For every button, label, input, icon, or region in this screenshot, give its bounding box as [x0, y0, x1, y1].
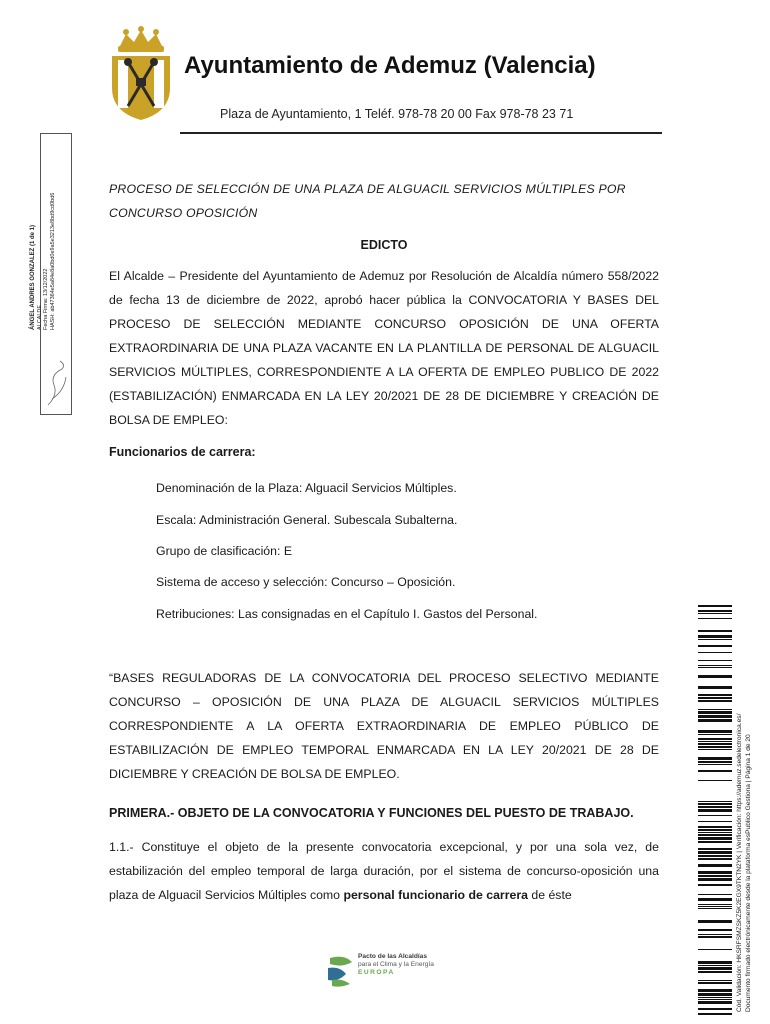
- barcode-bar: [698, 719, 732, 722]
- barcode-bar: [698, 936, 732, 938]
- barcode-bar: [698, 841, 732, 843]
- barcode-bar: [698, 630, 732, 632]
- barcode-bar: [698, 934, 732, 935]
- signature-date: Fecha Firma: 13/12/2022: [43, 268, 49, 330]
- barcode-bar: [698, 730, 732, 733]
- barcode-bar: [698, 660, 732, 661]
- barcode-bar: [698, 675, 732, 678]
- barcode-bar: [698, 871, 732, 874]
- barcode-bar: [698, 780, 732, 781]
- barcode-bar: [698, 1013, 732, 1015]
- barcode-bar: [698, 1008, 732, 1010]
- barcode-bar: [698, 894, 732, 895]
- barcode-bar: [698, 929, 732, 931]
- barcode-bar: [698, 809, 732, 812]
- barcode-bar: [698, 908, 732, 909]
- barcode-bar: [698, 904, 732, 905]
- logo-line: EUROPA: [358, 969, 395, 976]
- barcode-bar: [698, 884, 732, 886]
- barcode-bar: [698, 618, 732, 619]
- barcode-bar: [698, 639, 732, 640]
- barcode-bar: [698, 993, 732, 996]
- paragraph-text: de éste: [527, 888, 572, 902]
- pacto-alcaldias-text: [358, 953, 434, 977]
- barcode-bar: [698, 855, 732, 857]
- barcode-bar: [698, 851, 732, 854]
- barcode-bar: [698, 967, 732, 970]
- barcode-bar: [698, 848, 732, 850]
- handwritten-signature-icon: [44, 355, 70, 411]
- barcode-bar: [698, 971, 732, 973]
- list-item: Sistema de acceso y selección: Concurso – Oposición.: [156, 575, 456, 589]
- barcode-bar: [698, 858, 732, 860]
- barcode-bar: [698, 605, 732, 607]
- barcode-bar: [698, 949, 732, 950]
- barcode-bar: [698, 746, 732, 748]
- barcode-bar: [698, 806, 732, 808]
- signature-text: [30, 130, 56, 330]
- barcode-bar: [698, 700, 732, 702]
- header-divider: [180, 132, 662, 134]
- barcode-bar: [698, 837, 732, 840]
- barcode-bar: [698, 709, 732, 710]
- barcode-bar: [698, 821, 732, 822]
- barcode-bar: [698, 961, 732, 964]
- barcode-bar: [698, 645, 732, 647]
- barcode-bar: [698, 613, 732, 614]
- signer-role: ALCALDE: [36, 304, 43, 330]
- barcode-bar: [698, 906, 732, 907]
- barcode-bar: [698, 734, 732, 735]
- barcode-bar: [698, 741, 732, 742]
- paragraph-text: 1.1.- Constituye el objeto de la presente convocatoria excepcional, y por una sola vez, de estabilización del empleo temporal de larga duración, por el sistema de concurso-oposición una plaza de Alguacil Servicios Múltiples como: [109, 840, 659, 902]
- barcode-bar: [698, 982, 732, 984]
- barcode-bar: [698, 898, 732, 901]
- municipality-address: Plaza de Ayuntamiento, 1 Teléf. 978-78 20 00 Fax 978-78 23 71: [220, 107, 574, 121]
- barcode-bar: [698, 803, 732, 805]
- barcode-bar: [698, 761, 732, 763]
- coat-of-arms-icon: [106, 26, 176, 122]
- verification-text: [736, 592, 753, 1012]
- barcode-icon: [698, 605, 732, 1015]
- logo-line: para el Clima y la Energía: [358, 961, 434, 968]
- document-subject: PROCESO DE SELECCIÓN DE UNA PLAZA DE ALGUACIL SERVICIOS MÚLTIPLES POR CONCURSO OPOSICIÓN: [109, 182, 626, 220]
- barcode-bar: [698, 711, 732, 714]
- document-heading: EDICTO: [360, 238, 408, 252]
- barcode-bar: [698, 826, 732, 828]
- barcode-bar: [698, 697, 732, 699]
- section-heading-primera: PRIMERA.- OBJETO DE LA CONVOCATORIA Y FUNCIONES DEL PUESTO DE TRABAJO.: [109, 806, 634, 820]
- barcode-bar: [698, 834, 732, 836]
- signer-name: ÁNGEL ANDRES GONZALEZ (1 de 1): [30, 224, 36, 330]
- barcode-bar: [698, 652, 732, 653]
- list-item: Escala: Administración General. Subescala Subalterna.: [156, 513, 458, 527]
- paragraph-bold-text: personal funcionario de carrera: [343, 888, 528, 902]
- barcode-bar: [698, 686, 732, 689]
- barcode-bar: [698, 715, 732, 718]
- paragraph-objeto: [109, 835, 659, 907]
- barcode-bar: [698, 749, 732, 750]
- barcode-bar: [698, 665, 732, 666]
- barcode-bar: [698, 1001, 732, 1004]
- barcode-bar: [698, 965, 732, 966]
- barcode-bar: [698, 801, 732, 802]
- barcode-bar: [698, 829, 732, 831]
- barcode-bar: [698, 980, 732, 981]
- logo-line: Pacto de las Alcaldías: [358, 953, 428, 960]
- section-heading-funcionarios: Funcionarios de carrera:: [109, 445, 256, 459]
- barcode-bar: [698, 920, 732, 923]
- barcode-bar: [698, 757, 732, 760]
- verification-code: Cód. Validación: HKSRFSMZSKZ5K2EGX9TKTN2YK | Verificación: https://ademuz.sedelectronica.es/: [736, 713, 743, 1012]
- barcode-bar: [698, 635, 732, 638]
- barcode-bar: [698, 694, 732, 696]
- signature-hash: HASH: ab47364e5a84e8a0bd0e9a5e3213e8bd9cd0bd6: [49, 192, 56, 330]
- municipality-title: Ayuntamiento de Ademuz (Valencia): [184, 52, 596, 79]
- paragraph-bases: “BASES REGULADORAS DE LA CONVOCATORIA DEL PROCESO SELECTIVO MEDIANTE CONCURSO – OPOSICIÓN DE UNA PLAZA DE ALGUACIL SERVICIOS MÚLTIPLES CORRESPONDIENTE A LA OFERTA EXTRAORDINARIA DE EMPLEO PÚBLICO DE ESTABILIZACIÓN DE EMPLEO TEMPORAL ENMARCADA EN LA LEY 20/2021 DE 28 DE DICIEMBRE Y CREACIÓN DE BOLSA DE EMPLEO.: [109, 671, 659, 781]
- barcode-bar: [698, 815, 732, 816]
- barcode-bar: [698, 770, 732, 772]
- verification-page: Documento firmado electrónicamente desde la plataforma esPublico Gestiona | Página 1 de 20: [744, 734, 752, 1012]
- barcode-bar: [698, 989, 732, 992]
- list-item: Retribuciones: Las consignadas en el Capítulo I. Gastos del Personal.: [156, 607, 538, 621]
- barcode-bar: [698, 997, 732, 998]
- barcode-bar: [698, 878, 732, 881]
- barcode-bar: [698, 875, 732, 877]
- list-item: Denominación de la Plaza: Alguacil Servicios Múltiples.: [156, 481, 457, 495]
- barcode-bar: [698, 832, 732, 833]
- barcode-bar: [698, 738, 732, 740]
- pacto-alcaldias-logo-icon: [326, 954, 354, 988]
- paragraph-resolution: El Alcalde – Presidente del Ayuntamiento de Ademuz por Resolución de Alcaldía número 558/2022 de fecha 13 de diciembre de 2022, aprobó hacer pública la CONVOCATORIA Y BASES DEL PROCESO DE SELECCIÓN MEDIANTE CONCURSO OPOSICIÓN DE UNA OFERTA EXTRAORDINARIA DE UNA PLAZA VACANTE EN LA PLANTILLA DE PERSONAL DE ALGUACIL SERVICIOS MÚLTIPLES, CORRESPONDIENTE A LA OFERTA DE EMPLEO PUBLICO DE 2022 (ESTABILIZACIÓN) ENMARCADA EN LA LEY 20/2021 DE 28 DE DICIEMBRE Y CREACIÓN DE BOLSA DE EMPLEO:: [109, 269, 659, 427]
- barcode-bar: [698, 667, 732, 668]
- list-item: Grupo de clasificación: E: [156, 544, 293, 558]
- barcode-bar: [698, 610, 732, 612]
- barcode-bar: [698, 764, 732, 765]
- barcode-bar: [698, 999, 732, 1000]
- barcode-bar: [698, 864, 732, 867]
- barcode-bar: [698, 743, 732, 745]
